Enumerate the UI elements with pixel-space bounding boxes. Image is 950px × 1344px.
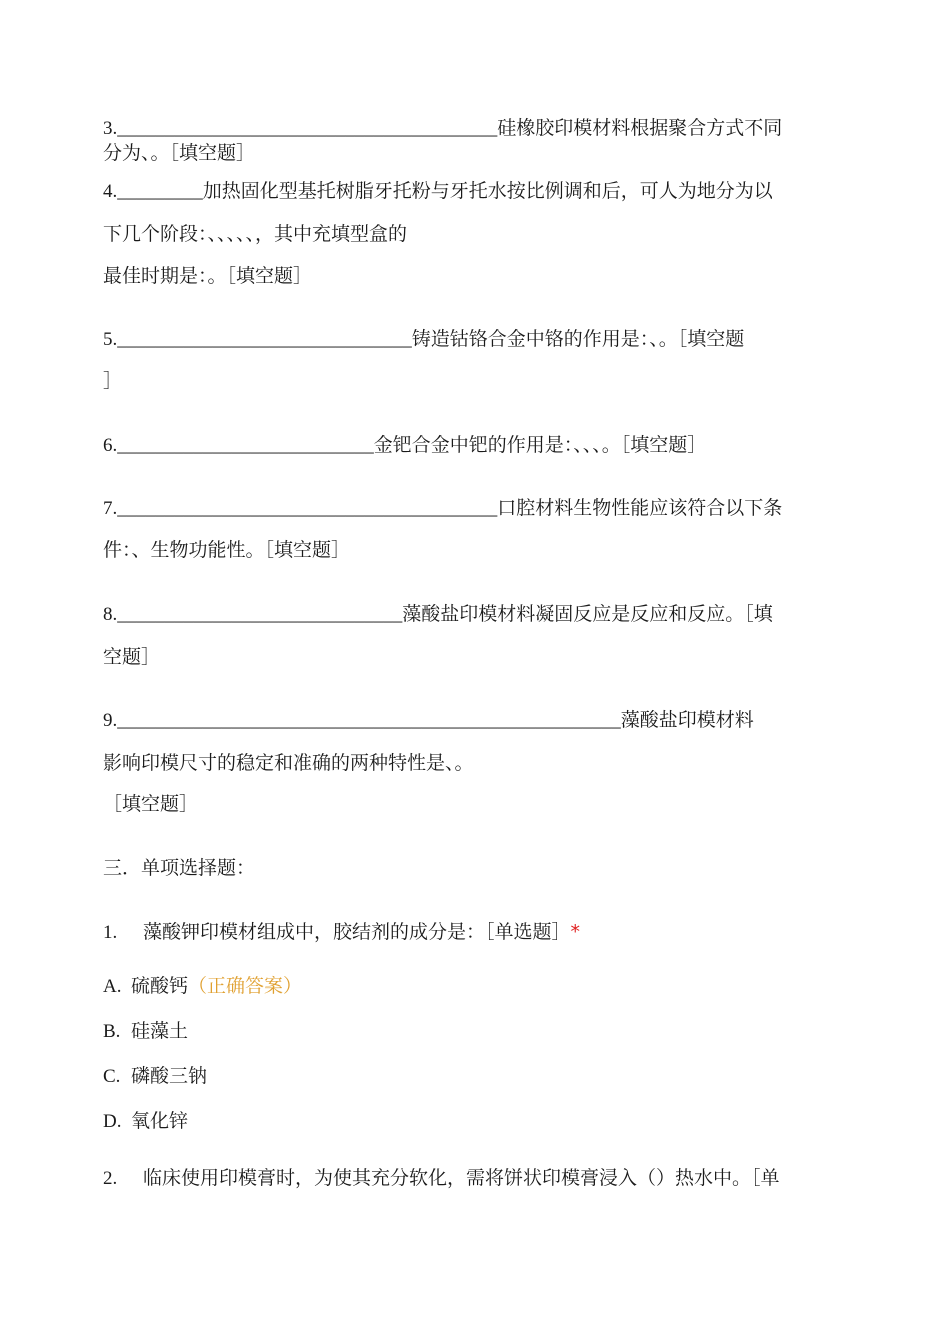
fill-question-8-cont: [103, 645, 160, 669]
question-text: 铸造钴铬合金中铬的作用是：、。［填空题: [411, 328, 745, 350]
fill-question-7: [103, 496, 782, 521]
fill-question-7-cont: [103, 538, 350, 562]
answer-blank: ______________________________: [117, 604, 403, 625]
question-text: ［填空题］: [103, 793, 199, 815]
option-letter: B.: [103, 1021, 121, 1042]
question-text: 分为、。［填空题］: [103, 142, 256, 164]
option-text: 硅藻土: [131, 1020, 189, 1042]
correct-answer-note: （正确答案）: [188, 975, 303, 997]
question-text: 藻酸钾印模材组成中，胶结剂的成分是：［单选题］: [143, 921, 571, 943]
section-heading: [103, 856, 255, 880]
answer-blank: ________________________________________: [117, 498, 498, 519]
question-text: 藻酸盐印模材料凝固反应是反应和反应。［填: [402, 603, 773, 625]
option-a[interactable]: [103, 974, 302, 999]
question-number: 3.: [103, 118, 118, 139]
choice-question-1: [103, 920, 580, 945]
option-text: 硫酸钙: [131, 975, 189, 997]
question-number: 5.: [103, 329, 118, 350]
fill-question-5-cont: [103, 369, 122, 393]
question-text: 影响印模尺寸的稳定和准确的两种特性是、。: [103, 752, 474, 774]
option-c[interactable]: [103, 1064, 207, 1089]
fill-question-6: [103, 433, 706, 458]
question-text: 金钯合金中钯的作用是：、、、。［填空题］: [373, 434, 707, 456]
fill-question-8: [103, 602, 773, 627]
answer-blank: ________________________________________: [117, 118, 498, 139]
question-text: 口腔材料生物性能应该符合以下条: [497, 497, 783, 519]
option-letter: D.: [103, 1111, 122, 1132]
fill-question-9: [103, 708, 754, 733]
fill-question-9-cont: [103, 751, 474, 775]
fill-question-4-cont: [103, 222, 407, 246]
fill-question-5: [103, 327, 744, 352]
option-d[interactable]: [103, 1109, 188, 1134]
question-text: 空题］: [103, 646, 161, 668]
question-number: 7.: [103, 498, 118, 519]
question-number: 2.: [103, 1168, 118, 1189]
fill-question-9-cont2: [103, 792, 198, 816]
question-number: 4.: [103, 181, 118, 202]
option-b[interactable]: [103, 1019, 188, 1044]
option-letter: C.: [103, 1066, 121, 1087]
option-text: 氧化锌: [131, 1110, 189, 1132]
choice-question-2: [103, 1166, 780, 1191]
answer-blank: _______________________________: [117, 329, 412, 350]
question-text: 件：、生物功能性。［填空题］: [103, 539, 351, 561]
answer-blank: _________: [117, 181, 203, 202]
question-number: 6.: [103, 435, 118, 456]
fill-question-4-cont2: [103, 264, 312, 288]
question-text: 加热固化型基托树脂牙托粉与牙托水按比例调和后，可人为地分为以: [202, 180, 773, 202]
question-number: 9.: [103, 710, 118, 731]
question-number: 1.: [103, 922, 118, 943]
question-text: ］: [103, 370, 123, 392]
fill-question-4: [103, 179, 773, 204]
question-text: 藻酸盐印模材料: [620, 709, 754, 731]
question-text: 下几个阶段：、、、、、，其中充填型盒的: [103, 223, 408, 245]
question-number: 8.: [103, 604, 118, 625]
question-text: 硅橡胶印模材料根据聚合方式不同: [497, 117, 783, 139]
fill-question-3: [103, 116, 782, 141]
question-text: 最佳时期是：。［填空题］: [103, 265, 313, 287]
section-title: 三．单项选择题：: [103, 857, 256, 879]
answer-blank: _____________________________________________________: [117, 710, 621, 731]
required-mark: *: [570, 921, 581, 943]
fill-question-3-cont: [103, 141, 255, 165]
option-letter: A.: [103, 976, 122, 997]
question-text: 临床使用印模膏时，为使其充分软化，需将饼状印模膏浸入（）热水中。［单: [143, 1167, 780, 1189]
option-text: 磷酸三钠: [131, 1065, 208, 1087]
answer-blank: ___________________________: [117, 435, 374, 456]
